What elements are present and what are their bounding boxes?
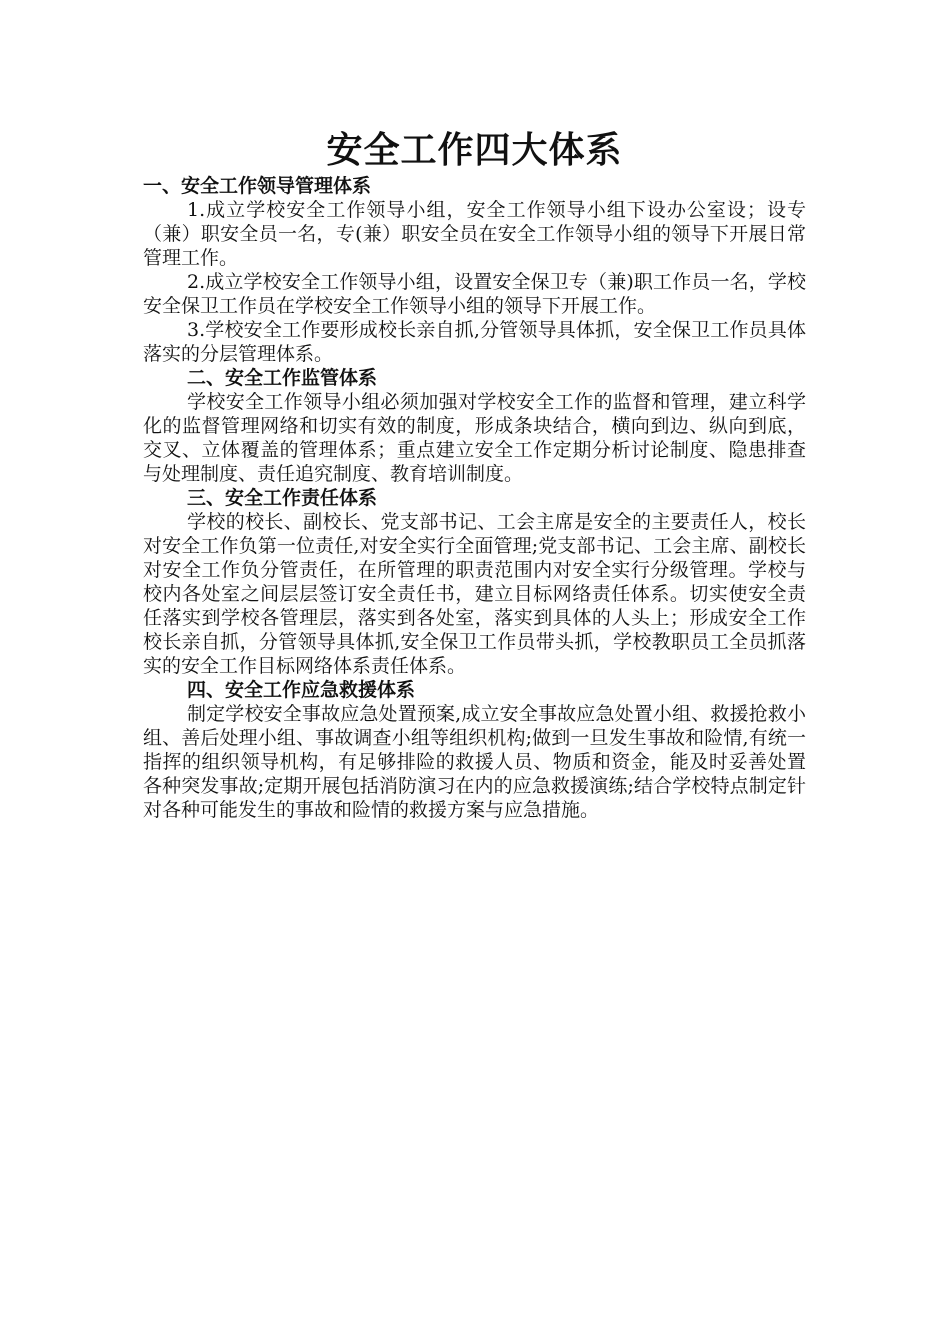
section-heading-emergency: 四、安全工作应急救援体系 <box>187 679 416 701</box>
section-heading-supervision: 二、安全工作监管体系 <box>187 367 378 389</box>
section-paragraph: 学校的校长、副校长、党支部书记、工会主席是安全的主要责任人，校长对安全工作负第一位责任,对安全实行全面管理;党支部书记、工会主席、副校长对安全工作负分管责任，在所管理的职责范围内对安全实行分级管理。学校与校内各处室之间层层签订安全责任书，建立目标网络责任体系。切实使安全责任落实到学校各管理层，落实到各处室，落实到具体的人头上；形成安全工作校长亲自抓，分管领导具体抓,安全保卫工作员带头抓，学校教职员工全员抓落实的安全工作目标网络体系责任体系。 <box>143 511 806 677</box>
section-paragraph: 2.成立学校安全工作领导小组，设置安全保卫专（兼)职工作员一名，学校安全保卫工作员在学校安全工作领导小组的领导下开展工作。 <box>143 271 806 317</box>
section-paragraph: 学校安全工作领导小组必须加强对学校安全工作的监督和管理，建立科学化的监督管理网络和切实有效的制度，形成条块结合，横向到边、纵向到底，交叉、立体覆盖的管理体系；重点建立安全工作定期分析讨论制度、隐患排查与处理制度、责任追究制度、教育培训制度。 <box>143 391 806 485</box>
section-paragraph: 制定学校安全事故应急处置预案,成立安全事故应急处置小组、救援抢救小组、善后处理小组、事故调查小组等组织机构;做到一旦发生事故和险情,有统一指挥的组织领导机构，有足够排险的救援人员、物质和资金，能及时妥善处置各种突发事故;定期开展包括消防演习在内的应急救援演练;结合学校特点制定针对各种可能发生的事故和险情的救援方案与应急措施。 <box>143 703 806 821</box>
section-heading-responsibility: 三、安全工作责任体系 <box>187 487 378 509</box>
section-paragraph: 3.学校安全工作要形成校长亲自抓,分管领导具体抓，安全保卫工作员具体落实的分层管理体系。 <box>143 319 806 365</box>
document-title: 安全工作四大体系 <box>326 130 623 171</box>
document-body <box>143 128 806 822</box>
section-heading-leadership: 一、安全工作领导管理体系 <box>143 175 372 197</box>
section-paragraph: 1.成立学校安全工作领导小组，安全工作领导小组下设办公室设；设专（兼）职安全员一名，专(兼）职安全员在安全工作领导小组的领导下开展日常管理工作。 <box>143 199 806 269</box>
